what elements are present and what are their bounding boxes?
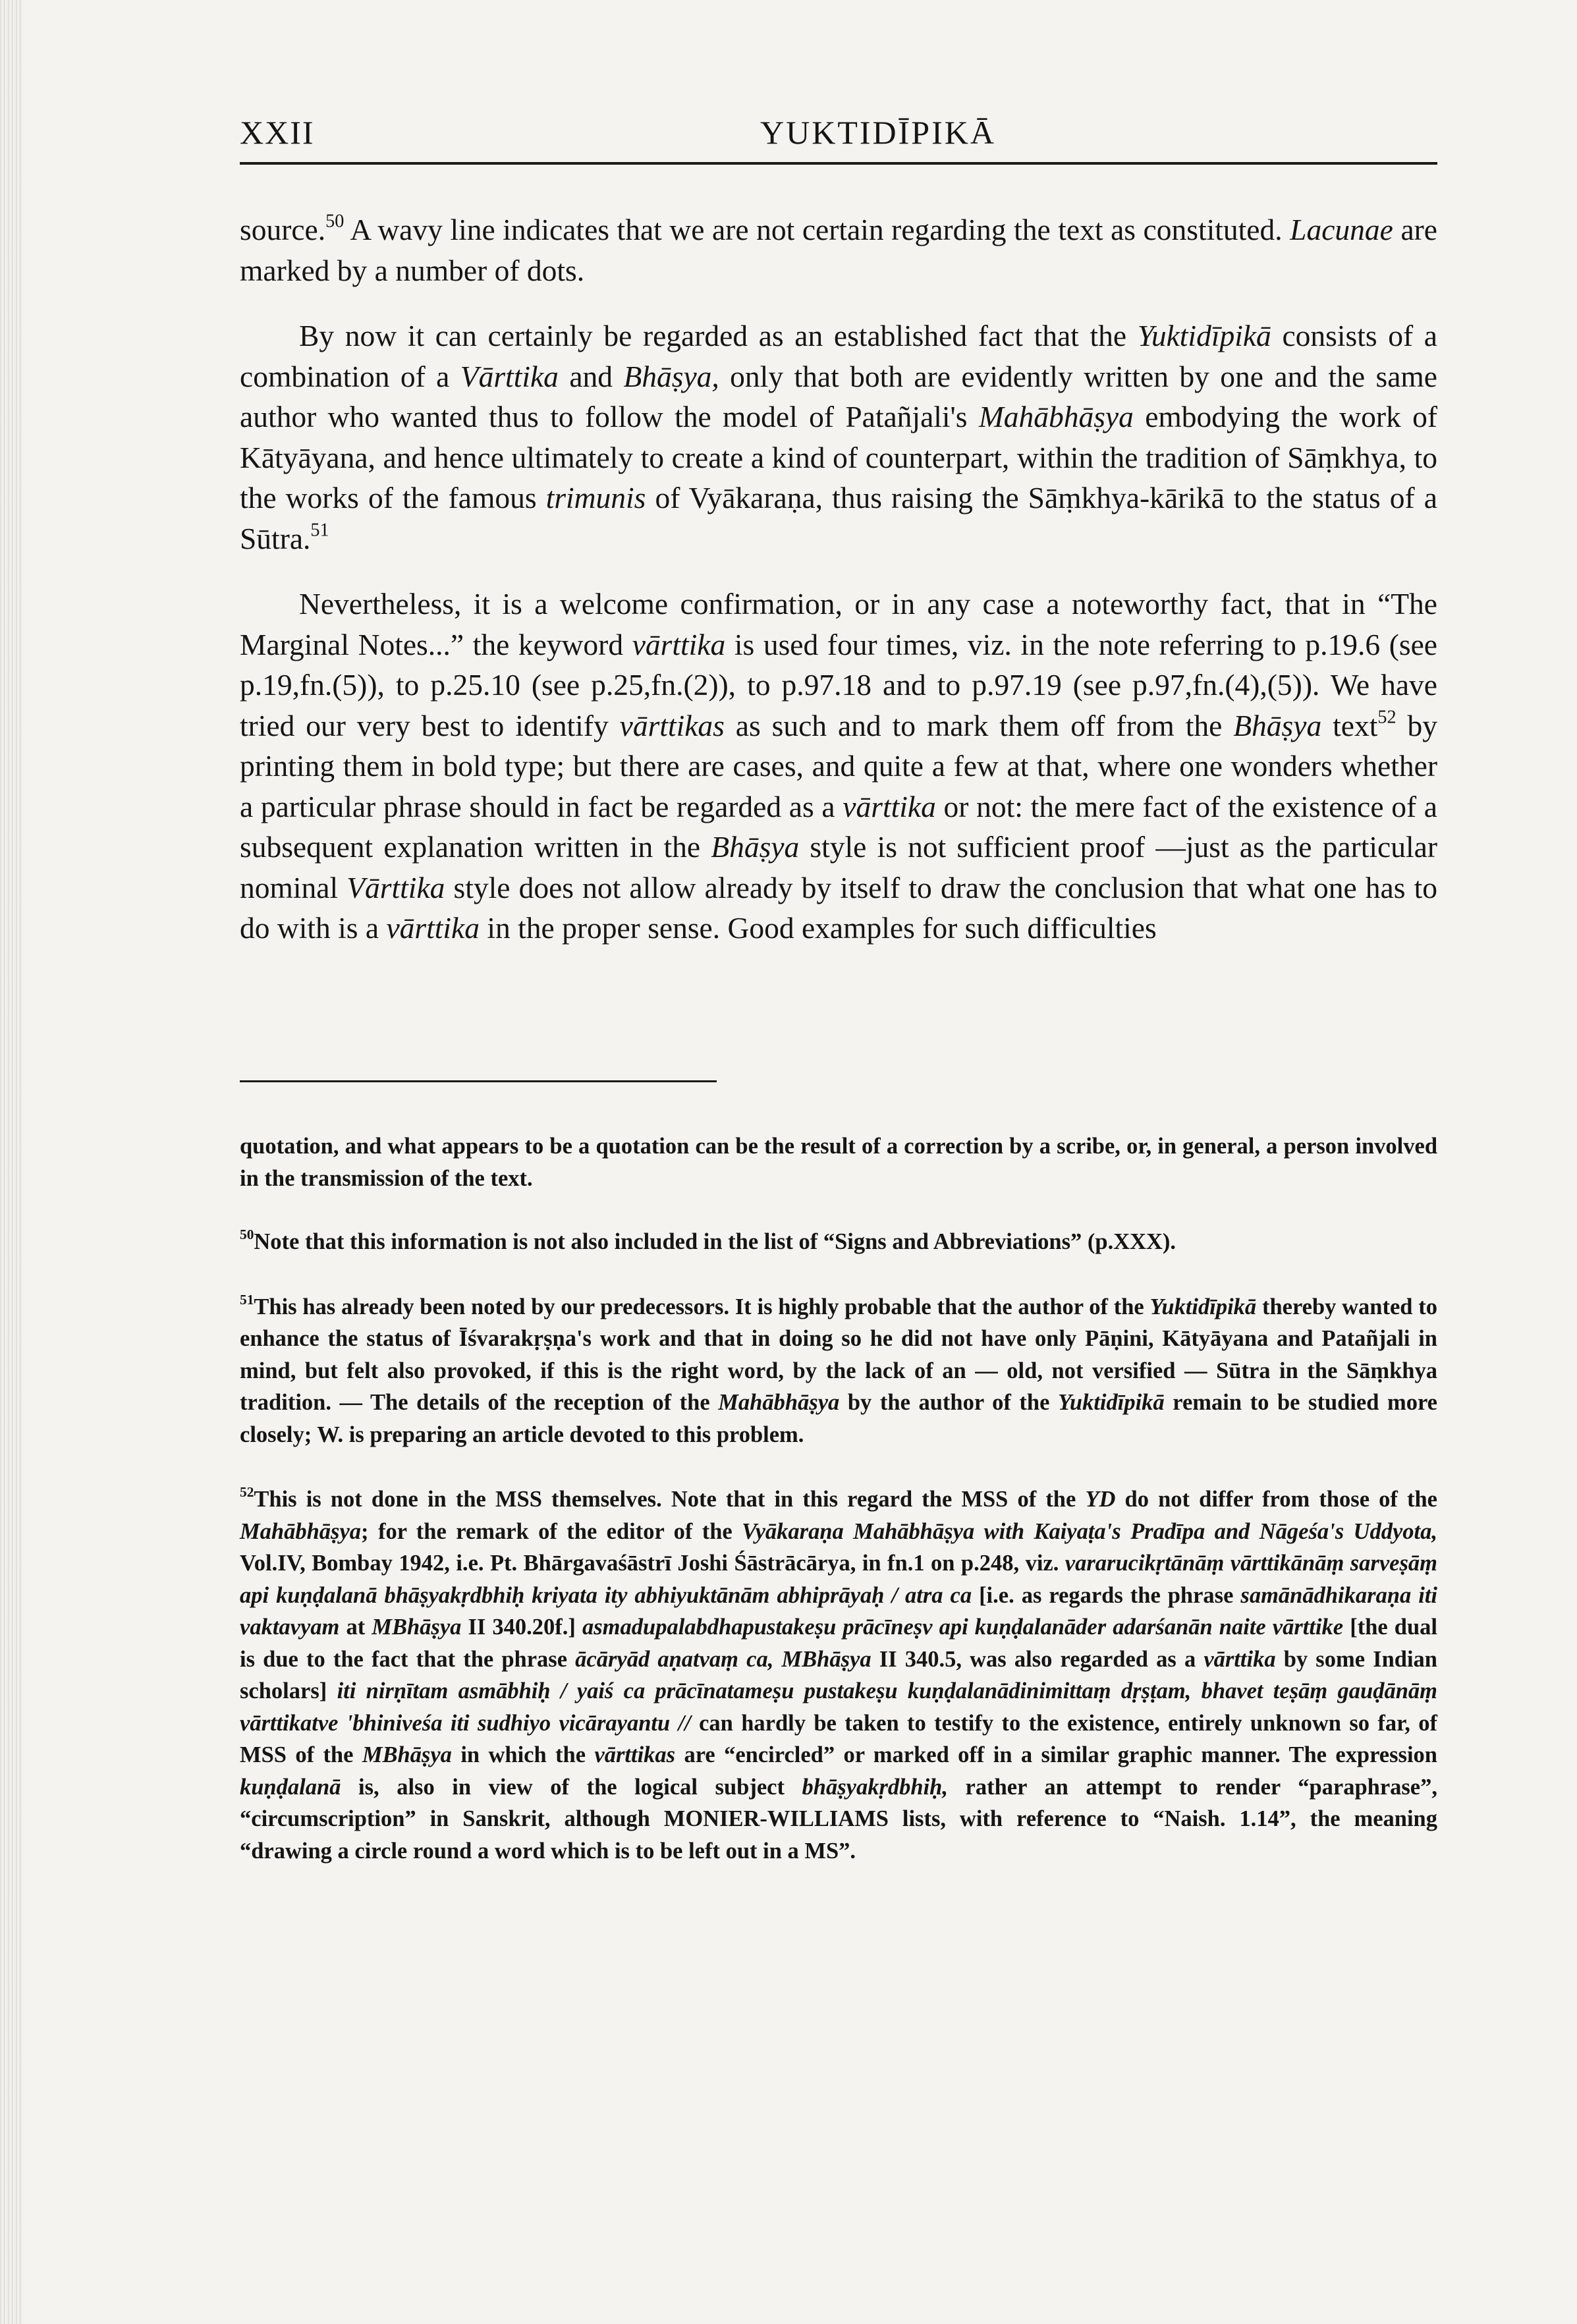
italic-run: Yuktidīpikā	[1149, 1294, 1257, 1319]
italic-run: asmadupalabdhapustakeṣu prācīneṣv api kuṇḍalanāder adarśanān naite vārttike	[582, 1615, 1344, 1640]
italic-run: vārttika	[632, 627, 726, 661]
text-run: thereby wanted to enhance the status of Īśvarakṛṣṇa's work and that in doing so he did not have only Pāṇini, Kātyāyana and Patañjali in mind, but felt also provoked, if this is the right word, by the lack of an — old, not versified — Sūtra in the Sāṃkhya tradition. — The details of the reception of the	[240, 1294, 1437, 1415]
text-run: style is not sufficient proof —just as the particular nominal	[240, 830, 1437, 904]
italic-run: vārttikas	[594, 1742, 676, 1767]
italic-run: Vārttika	[460, 359, 559, 393]
text-run: do not differ from those of the	[1115, 1487, 1437, 1512]
text-run: II 340.20f.]	[461, 1615, 582, 1640]
footnote-continuation	[240, 1130, 1437, 1194]
main-text	[240, 209, 1437, 949]
text-run: by the author of the	[839, 1390, 1058, 1415]
italic-run: MBhāṣya	[372, 1615, 462, 1640]
italic-run: Mahābhāṣya	[718, 1390, 840, 1415]
text-run: as such and to mark them off from the	[724, 708, 1234, 742]
italic-run: Mahābhāṣya	[978, 400, 1134, 433]
paragraph	[240, 316, 1437, 559]
text-run: Nevertheless, it is a welcome confirmation, or in any case a noteworthy fact, that in “The Marginal Notes...” the keyword	[240, 587, 1437, 661]
text-run: style does not allow already by itself to draw the conclusion that what one has to do with is a	[240, 870, 1437, 945]
text-run: of Vyākaraṇa, thus raising the Sāṃkhya-kārikā to the status of a Sūtra.	[240, 481, 1437, 555]
text-run: can hardly be taken to testify to the existence, entirely unknown so far, of MSS of the	[240, 1710, 1437, 1767]
binding-edge	[0, 0, 22, 2324]
text-run: rather an attempt to render “paraphrase”, “circumscription” in Sanskrit, although MONIER-WILLIAMS lists, with reference to “Naish. 1.14”, the meaning “drawing a circle round a word which is to be left out in a MS”.	[240, 1774, 1437, 1864]
text-run: by some Indian scholars]	[240, 1646, 1437, 1703]
italic-run: YD	[1085, 1487, 1116, 1512]
footnote-51	[240, 1291, 1437, 1451]
text-run: is, also in view of the logical subject	[341, 1774, 802, 1800]
running-title: YUKTIDĪPIKĀ	[760, 114, 996, 151]
text-run: consists of a combination of a	[240, 319, 1437, 393]
italic-run: Vārttika	[346, 870, 445, 904]
italic-run: vārttikas	[619, 708, 725, 742]
text-run: or not: the mere fact of the existence of a subsequent explanation written in the	[240, 789, 1437, 864]
italic-run: samānādhikaraṇa iti vaktavyam	[240, 1582, 1437, 1640]
note-reference: 52	[1377, 706, 1397, 727]
text-run: text	[1321, 708, 1378, 742]
italic-run: Yuktidīpikā	[1058, 1390, 1165, 1415]
text-run: are “encircled” or marked off in a similar graphic manner. The expression	[675, 1742, 1437, 1767]
italic-run: ācāryād aṇatvaṃ ca, MBhāṣya	[575, 1646, 872, 1672]
italic-run: iti nirṇītam asmābhiḥ / yaiś ca prācīnatameṣu pustakeṣu kuṇḍalanādinimittaṃ dṛṣṭam, bhavet teṣāṃ gauḍānāṃ vārttikatve 'bhiniveśa iti sudhiyo vicārayantu //	[240, 1678, 1437, 1736]
text-run: and	[558, 359, 624, 393]
footnote-52	[240, 1483, 1437, 1867]
text-run: source.	[240, 213, 326, 246]
text-run: in the proper sense. Good examples for such difficulties	[479, 911, 1157, 945]
note-reference: 52	[240, 1484, 254, 1501]
italic-run: MBhāṣya	[362, 1742, 452, 1767]
text-run: embodying the work of Kātyāyana, and hence ultimately to create a kind of counterpart, within the tradition of Sāṃkhya, to the works of the famous	[240, 400, 1437, 514]
text-run: is used four times, viz. in the note referring to p.19.6 (see p.19,fn.(5)), to p.25.10 (see p.25,fn.(2)), to p.97.18 and to p.97.19 (see p.97,fn.(4),(5)). We have tried our very best to identify	[240, 627, 1438, 742]
text-run: By now it can certainly be regarded as an established fact that the	[299, 319, 1138, 352]
note-reference: 51	[310, 519, 329, 540]
text-run: at	[339, 1615, 372, 1640]
text-run: in which the	[451, 1742, 595, 1767]
note-reference: 51	[240, 1291, 254, 1308]
italic-run: kuṇḍalanā	[240, 1774, 341, 1800]
paragraph	[240, 209, 1437, 290]
italic-run: Vyākaraṇa Mahābhāṣya with Kaiyaṭa's Pradīpa and Nāgeśa's Uddyota,	[742, 1518, 1437, 1544]
page-number: XXII	[240, 114, 315, 151]
italic-run: vararucikṛtānāṃ vārttikānāṃ sarveṣāṃ api kuṇḍalanā bhāṣyakṛdbhiḥ kriyata ity abhiyuktānām abhiprāyaḥ / atra ca	[240, 1551, 1437, 1608]
text-run: by printing them in bold type; but there are cases, and quite a few at that, where one wonders whether a particular phrase should in fact be regarded as a	[240, 708, 1437, 823]
italic-run: vārttika	[1204, 1646, 1276, 1672]
footnotes	[240, 1130, 1437, 1867]
italic-run: Bhāṣya	[711, 830, 800, 864]
text-run: are marked by a number of dots.	[240, 213, 1437, 287]
text-run: Note that this information is not also included in the list of “Signs and Abbreviations” (p.XXX).	[254, 1229, 1176, 1254]
italic-run: trimunis	[545, 481, 646, 514]
italic-run: Yuktidīpikā	[1137, 319, 1271, 352]
italic-run: Mahābhāṣya	[240, 1518, 362, 1544]
text-run: [the dual is due to the fact that the phrase	[240, 1615, 1437, 1672]
text-run: This has already been noted by our predecessors. It is highly probable that the author of the	[254, 1294, 1150, 1319]
text-run: remain to be studied more closely; W. is preparing an article devoted to this problem.	[240, 1390, 1437, 1447]
text-run: quotation, and what appears to be a quotation can be the result of a correction by a scribe, or, in general, a person involved in the transmission of the text.	[240, 1134, 1437, 1191]
footnote-separator	[240, 1080, 717, 1082]
running-head	[240, 111, 1437, 165]
italic-run: Bhāṣya,	[623, 359, 719, 393]
italic-run: Lacunae	[1290, 213, 1393, 246]
note-reference: 50	[240, 1227, 254, 1243]
italic-run: vārttika	[843, 789, 936, 823]
italic-run: Bhāṣya	[1233, 708, 1322, 742]
text-run: II 340.5, was also regarded as a	[871, 1646, 1204, 1672]
italic-run: bhāṣyakṛdbhiḥ,	[802, 1774, 948, 1800]
text-run: [i.e. as regards the phrase	[972, 1582, 1241, 1608]
text-run: A wavy line indicates that we are not certain regarding the text as constituted.	[344, 213, 1290, 246]
text-run: This is not done in the MSS themselves. Note that in this regard the MSS of the	[254, 1487, 1086, 1512]
note-reference: 50	[325, 211, 345, 232]
paragraph	[240, 584, 1437, 949]
italic-run: vārttika	[386, 911, 480, 945]
footnote-50	[240, 1226, 1437, 1258]
text-run: Vol.IV, Bombay 1942, i.e. Pt. Bhārgavaśāstrī Joshi Śāstrācārya, in fn.1 on p.248, viz.	[240, 1551, 1065, 1576]
text-run: only that both are evidently written by one and the same author who wanted thus to follow the model of Patañjali's	[240, 359, 1437, 433]
text-run: ; for the remark of the editor of the	[361, 1518, 742, 1544]
